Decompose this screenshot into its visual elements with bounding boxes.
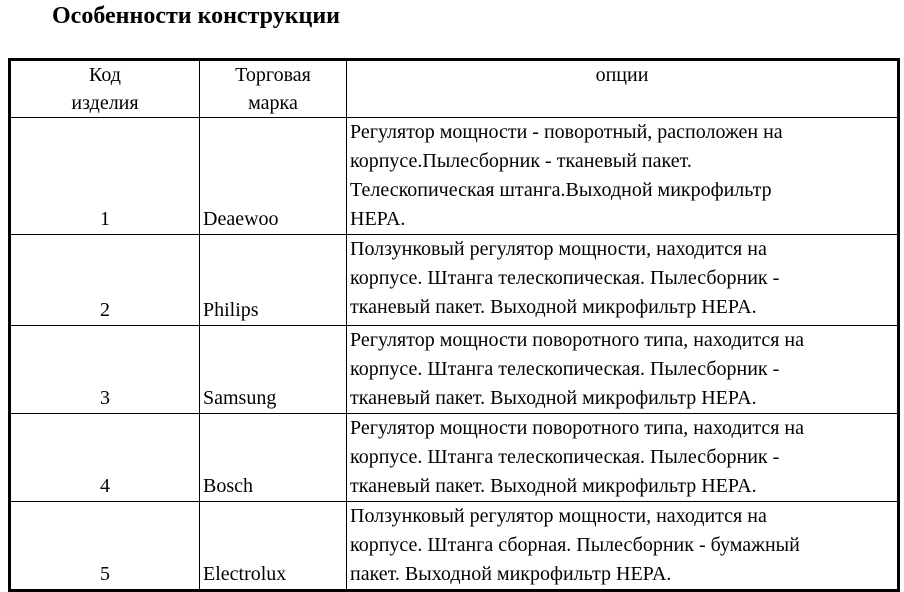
row-code: 1 [10,118,200,235]
row-code: 2 [10,235,200,326]
row-options-text: Ползунковый регулятор мощности, находится на корпусе. Штанга сборная. Пылесборник - бумажный пакет. Выходной микрофильтр HEPA. [350,505,800,585]
row-options-text: Ползунковый регулятор мощности, находится на корпусе. Штанга телескопическая. Пылесборник - тканевый пакет. Выходной микрофильтр HEPA. [350,238,780,318]
row-brand: Philips [200,235,347,326]
header-code-line2: изделия [71,92,139,114]
row-brand: Deaewoo [200,118,347,235]
header-brand [200,60,347,118]
row-options-text: Регулятор мощности поворотного типа, находится на корпусе. Штанга телескопическая. Пылесборник - тканевый пакет. Выходной микрофильтр HEPA. [350,329,804,409]
row-options [347,414,899,502]
header-code [10,60,200,118]
row-code: 5 [10,502,200,591]
row-brand: Electrolux [200,502,347,591]
header-brand-line1: Торговая [235,64,311,86]
row-code: 4 [10,414,200,502]
row-options [347,235,899,326]
header-brand-line2: марка [248,92,298,114]
page-title: Особенности конструкции [52,3,340,29]
row-options [347,118,899,235]
table-row [10,118,899,235]
row-brand: Samsung [200,326,347,414]
row-options [347,326,899,414]
table-row [10,326,899,414]
header-options: опции [347,60,899,118]
row-code: 3 [10,326,200,414]
row-options-text: Регулятор мощности - поворотный, расположен на корпусе.Пылесборник - тканевый пакет. Телескопическая штанга.Выходной микрофильтр HEPA. [350,121,783,230]
table-row [10,235,899,326]
table-row [10,414,899,502]
row-options-text: Регулятор мощности поворотного типа, находится на корпусе. Штанга телескопическая. Пылесборник - тканевый пакет. Выходной микрофильтр HEPA. [350,417,804,497]
row-brand: Bosch [200,414,347,502]
row-options [347,502,899,591]
table-row [10,502,899,591]
table-header-row [10,60,899,118]
header-code-line1: Код [89,64,121,86]
features-table [8,58,900,592]
